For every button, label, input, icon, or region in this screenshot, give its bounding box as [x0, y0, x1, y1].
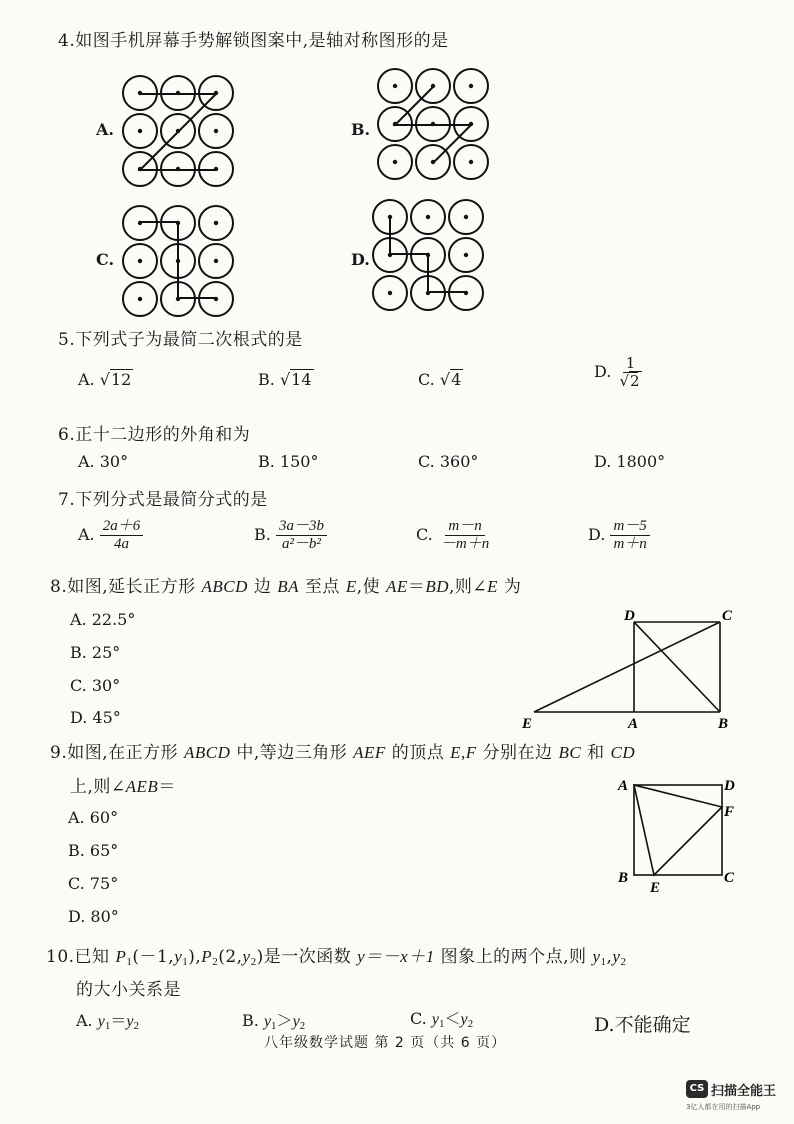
q8-stem-part: 边	[247, 577, 278, 597]
q4-option-c-label: C.	[96, 250, 115, 269]
q8-stem-part: 为	[498, 577, 522, 597]
q6-option-b: B. 150°	[258, 452, 319, 471]
fraction-numerator: 2a＋6	[100, 518, 144, 536]
q9-stem-part: 和	[581, 743, 611, 763]
q9-stem-part: 中,等边三角形	[230, 743, 354, 763]
q6-option-c: C. 360°	[418, 452, 479, 471]
q8-label-c: C	[722, 608, 733, 624]
q9-stem-part: 9.如图,在正方形	[50, 743, 185, 763]
q10-option-b	[242, 1008, 305, 1032]
unlock-node-dot	[426, 215, 430, 219]
q8-stem-part: ＝	[407, 577, 426, 597]
q8-stem-part: ,使	[356, 577, 387, 597]
q9-stem-cd: CD	[610, 743, 636, 762]
q5-d-radicand: 2	[630, 372, 640, 390]
q5-b-prefix: B.	[258, 370, 275, 389]
unlock-node-dot	[214, 259, 218, 263]
q9-label-e: E	[650, 880, 661, 896]
unlock-node-dot	[138, 297, 142, 301]
q9-stem-part: 的顶点	[385, 743, 451, 763]
unlock-node-dot	[214, 221, 218, 225]
q5-c-radicand: 4	[451, 370, 462, 389]
q10-b-sub1: 1	[271, 1020, 277, 1032]
q9-label-a: A	[618, 778, 629, 794]
q4-pattern-c	[120, 202, 240, 322]
q4-pattern-b	[375, 65, 495, 185]
unlock-node-dot	[138, 259, 142, 263]
q4-pattern-a	[120, 72, 240, 192]
q10-p1-sub: 1	[126, 956, 133, 968]
q10-option-a	[76, 1008, 139, 1032]
q9-option-a: A. 60°	[68, 808, 119, 827]
fraction-denominator: a²－b²	[281, 536, 321, 552]
q5-option-c	[418, 370, 463, 389]
q4-option-a-label: A.	[96, 120, 114, 139]
watermark-tagline: 3亿人都在用的扫描App	[686, 1103, 761, 1111]
q10-y2: y	[242, 947, 251, 966]
q9-stem-line1	[50, 738, 635, 763]
unlock-node-dot	[469, 160, 473, 164]
q10-c-sub2: 2	[467, 1018, 474, 1030]
radical-sign: √	[99, 370, 110, 389]
camscanner-logo-icon: CS	[686, 1080, 708, 1098]
unlock-node-dot	[464, 253, 468, 257]
q9-stem-part: 上,则∠	[70, 777, 126, 797]
q10-p2-sub: 2	[212, 956, 219, 968]
q7-c-fraction	[438, 518, 492, 553]
q7-a-prefix: A.	[78, 525, 95, 544]
q7-b-prefix: B.	[254, 525, 271, 544]
q5-d-fraction	[616, 355, 644, 390]
q7-option-a	[78, 518, 143, 553]
q4-option-d-label: D.	[351, 250, 370, 269]
q10-stem-part: (2,	[218, 947, 243, 967]
q9-stem-part: 分别在边	[476, 743, 559, 763]
q10-a-sub1: 1	[104, 1020, 111, 1032]
q10-c-op: ＜	[444, 1009, 461, 1028]
q10-y1-sub: 1	[182, 956, 189, 968]
q4-pattern-d	[370, 196, 490, 316]
line-db	[634, 622, 720, 712]
fraction-denominator: 4a	[113, 536, 129, 552]
radical-sign: √	[279, 370, 291, 389]
q5-c-prefix: C.	[418, 370, 435, 389]
q10-c-y2: y	[460, 1011, 468, 1028]
fraction-denominator: －m＋n	[440, 536, 490, 552]
q5-a-radicand: 12	[110, 370, 132, 389]
fraction-numerator: m－n	[445, 518, 484, 536]
unlock-node-dot	[388, 291, 392, 295]
q8-stem-bd: BD	[425, 577, 449, 596]
q9-label-c: C	[724, 870, 735, 886]
q10-y2b-sub: 2	[620, 956, 627, 968]
unlock-node-dot	[214, 129, 218, 133]
q10-y2b: y	[612, 947, 621, 966]
q8-label-b: B	[718, 716, 729, 732]
q5-d-prefix: D.	[594, 362, 612, 381]
q9-label-d: D	[724, 778, 735, 794]
q9-stem-line2	[70, 772, 176, 797]
q10-y1b-sub: 1	[600, 956, 607, 968]
q10-stem-line2: 的大小关系是	[76, 980, 181, 1000]
q8-stem	[50, 572, 521, 597]
q8-label-a: A	[628, 716, 639, 732]
q9-stem-bc: BC	[558, 743, 582, 762]
q10-y1b: y	[592, 947, 601, 966]
q5-a-prefix: A.	[78, 370, 95, 389]
q9-option-c: C. 75°	[68, 874, 119, 893]
q7-option-d	[588, 518, 650, 553]
q10-option-d: D.不能确定	[594, 1014, 691, 1036]
watermark-app-name: 扫描全能王	[711, 1084, 777, 1099]
q8-option-d: D. 45°	[70, 708, 121, 727]
radical-sign: √	[439, 370, 451, 389]
page-footer: 八年级数学试题 第 2 页（共 6 页）	[264, 1035, 507, 1051]
fraction-denominator: m＋n	[613, 536, 647, 552]
q8-stem-part: 至点	[299, 577, 346, 597]
q7-b-fraction	[276, 518, 327, 553]
q8-stem-part: 8.如图,延长正方形	[50, 577, 202, 597]
q6-option-d: D. 1800°	[594, 452, 666, 471]
square-abcd	[634, 785, 722, 875]
q10-b-sub2: 2	[299, 1020, 306, 1032]
q10-stem-part: ),	[188, 947, 202, 967]
q10-y2-sub: 2	[250, 956, 257, 968]
q8-stem-ae: AE	[386, 577, 408, 596]
unlock-node-dot	[469, 84, 473, 88]
line-ec	[534, 622, 720, 712]
q4-option-b-label: B.	[351, 120, 371, 139]
q10-c-sub1: 1	[438, 1018, 445, 1030]
q10-option-c	[410, 1006, 473, 1030]
triangle-aef	[634, 785, 722, 875]
fraction-numerator: 1	[623, 355, 639, 373]
q7-stem: 7.下列分式是最简分式的是	[58, 490, 268, 510]
q10-a-op: ＝	[110, 1011, 127, 1030]
q10-stem-line1	[46, 942, 626, 968]
q9-stem-abcd: ABCD	[184, 743, 231, 762]
q8-stem-abcd: ABCD	[201, 577, 248, 596]
q10-function: y＝－x＋1	[357, 947, 435, 966]
fraction-numerator: m－5	[610, 518, 649, 536]
q10-c-prefix: C.	[410, 1009, 432, 1028]
fraction-numerator: 3a－3b	[276, 518, 327, 536]
q8-label-e: E	[522, 716, 533, 732]
q10-c-y1: y	[431, 1011, 439, 1028]
q10-b-op: ＞	[276, 1011, 293, 1030]
q7-option-b	[254, 518, 327, 553]
unlock-node-dot	[393, 160, 397, 164]
q4-stem: 4.如图手机屏幕手势解锁图案中,是轴对称图形的是	[58, 31, 449, 51]
q5-option-b	[258, 370, 314, 389]
q10-b-y2: y	[292, 1013, 300, 1030]
q8-option-c: C. 30°	[70, 676, 121, 695]
q10-a-y1: y	[97, 1013, 105, 1030]
unlock-node-dot	[393, 84, 397, 88]
q5-option-d	[594, 355, 645, 390]
q10-p2: P	[201, 947, 213, 966]
q8-stem-ba: BA	[277, 577, 300, 596]
q10-b-prefix: B.	[242, 1011, 264, 1030]
q10-y1: y	[174, 947, 183, 966]
q8-option-b: B. 25°	[70, 643, 121, 662]
q10-a-prefix: A.	[76, 1011, 98, 1030]
unlock-node-dot	[464, 215, 468, 219]
q10-b-y1: y	[263, 1013, 272, 1030]
q10-a-sub2: 2	[133, 1020, 139, 1032]
q10-stem-part: ,	[606, 947, 613, 967]
q9-stem-part: ＝	[158, 777, 176, 797]
q9-stem-aef: AEF	[353, 743, 386, 762]
q8-figure	[520, 604, 742, 732]
q9-label-f: F	[724, 804, 735, 820]
q6-option-a: A. 30°	[78, 452, 129, 471]
q9-label-b: B	[618, 870, 629, 886]
q10-stem-part: 图象上的两个点,则	[434, 947, 593, 967]
q8-stem-e2: E	[487, 577, 499, 596]
fraction-denominator: √2	[619, 372, 640, 390]
q5-stem: 5.下列式子为最简二次根式的是	[58, 330, 303, 350]
q9-option-d: D. 80°	[68, 907, 119, 926]
q10-stem-part: (－1,	[132, 947, 175, 967]
q9-option-b: B. 65°	[68, 841, 119, 860]
q9-stem-ef: E,F	[450, 743, 477, 762]
q10-stem-part: 10.已知	[46, 947, 116, 967]
q10-stem-part: )是一次函数	[256, 947, 358, 967]
unlock-node-dot	[138, 129, 142, 133]
q7-d-prefix: D.	[588, 525, 606, 544]
q7-option-c	[416, 518, 492, 553]
q5-option-a	[78, 370, 133, 389]
q8-stem-e: E	[345, 577, 357, 596]
q8-stem-part: ,则∠	[448, 577, 488, 597]
q6-stem: 6.正十二边形的外角和为	[58, 425, 251, 445]
q9-figure	[614, 770, 744, 896]
q10-a-y2: y	[126, 1013, 134, 1030]
q7-d-fraction	[610, 518, 649, 553]
q10-p1: P	[115, 947, 127, 966]
q7-a-fraction	[100, 518, 144, 553]
q5-b-radicand: 14	[291, 370, 312, 389]
q8-option-a: A. 22.5°	[70, 610, 136, 629]
q9-stem-aeb: AEB	[125, 777, 159, 796]
q8-label-d: D	[624, 608, 635, 624]
q7-c-prefix: C.	[416, 525, 433, 544]
